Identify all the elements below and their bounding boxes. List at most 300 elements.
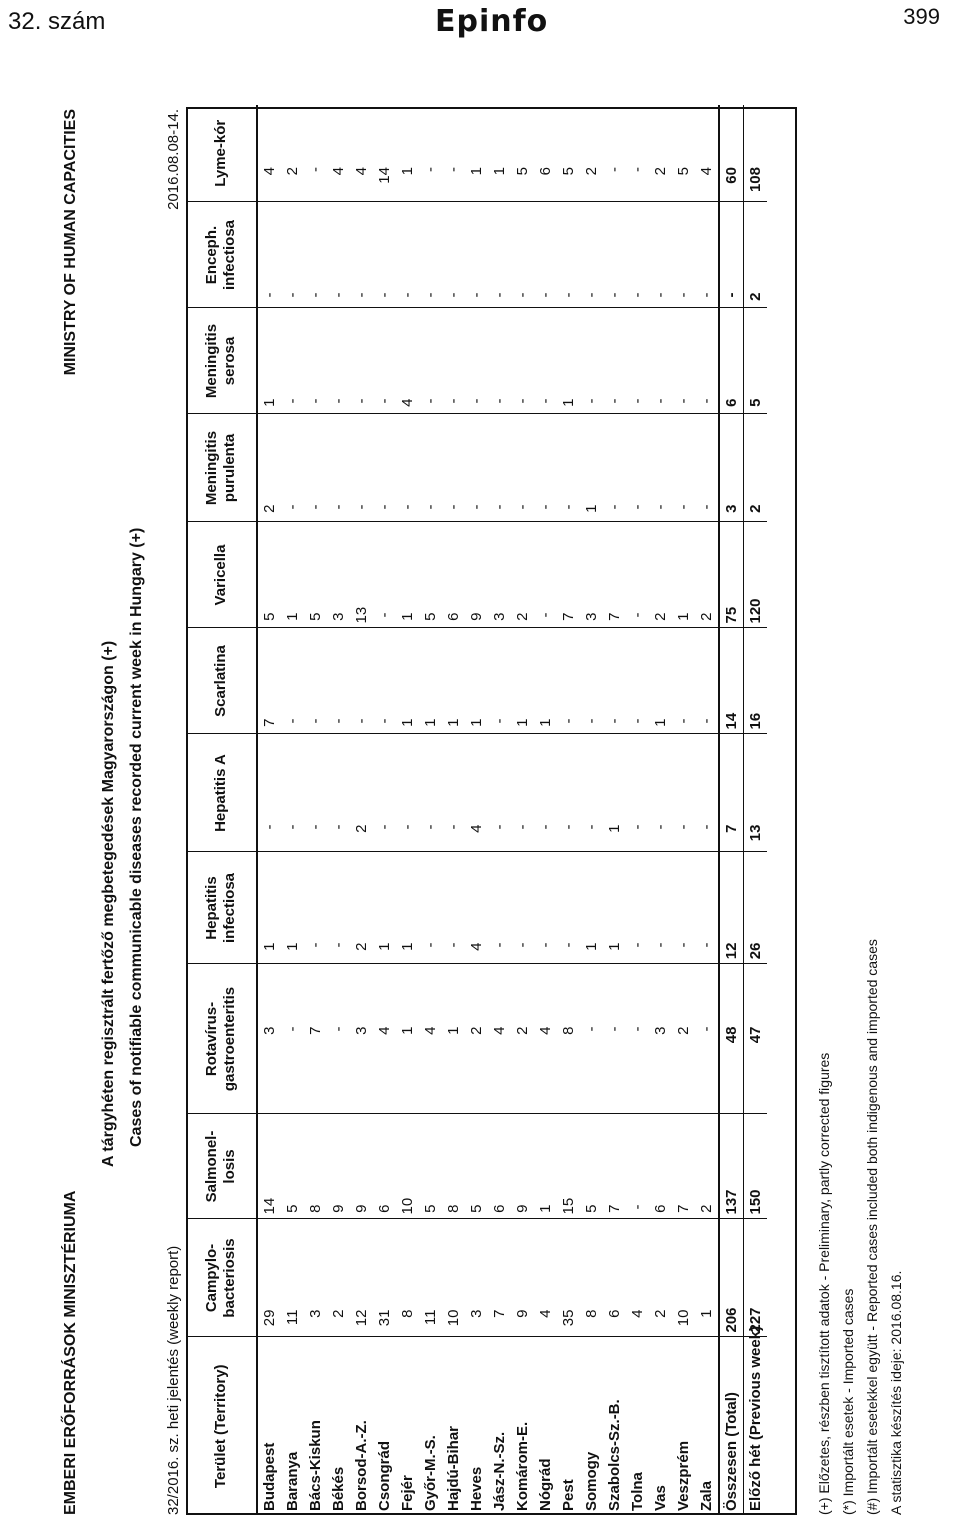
value-cell: - xyxy=(672,202,695,308)
value-cell: - xyxy=(626,522,649,628)
value-cell: - xyxy=(626,308,649,414)
value-cell: - xyxy=(257,734,281,852)
issue-number: 32. szám xyxy=(8,8,106,35)
value-cell: 2 xyxy=(672,964,695,1114)
value-cell: - xyxy=(672,414,695,522)
value-cell: 26 xyxy=(744,852,768,964)
value-cell: - xyxy=(695,628,719,734)
value-cell: 1 xyxy=(281,852,304,964)
value-cell: - xyxy=(603,105,626,202)
value-cell: 7 xyxy=(603,1114,626,1219)
value-cell: - xyxy=(626,628,649,734)
value-cell: - xyxy=(488,852,511,964)
value-cell: 4 xyxy=(257,105,281,202)
value-cell: - xyxy=(373,414,396,522)
value-cell: 4 xyxy=(534,1219,557,1337)
territory-cell: Somogy xyxy=(583,1451,600,1511)
value-cell: 1 xyxy=(419,628,442,734)
table-row xyxy=(649,105,672,1515)
value-cell: 2 xyxy=(649,522,672,628)
value-cell: - xyxy=(603,414,626,522)
value-cell: - xyxy=(626,852,649,964)
territory-cell: Szabolcs-Sz.-B. xyxy=(606,1399,623,1511)
value-cell: - xyxy=(327,964,350,1114)
value-cell: 8 xyxy=(304,1114,327,1219)
value-cell: 31 xyxy=(373,1219,396,1337)
value-cell: - xyxy=(281,628,304,734)
value-cell: - xyxy=(419,734,442,852)
value-cell: 2 xyxy=(649,1219,672,1337)
value-cell: 3 xyxy=(580,522,603,628)
territory-cell: Békés xyxy=(330,1466,347,1511)
value-cell: - xyxy=(649,734,672,852)
value-cell: - xyxy=(695,964,719,1114)
value-cell: - xyxy=(304,202,327,308)
value-cell: - xyxy=(350,628,373,734)
value-cell: 5 xyxy=(672,105,695,202)
value-cell: 1 xyxy=(465,628,488,734)
territory-cell: Fejér xyxy=(399,1475,416,1511)
column-header: Rotavírus-gastroenteritis xyxy=(186,964,257,1114)
territory-cell: Hajdú-Bihar xyxy=(445,1425,462,1511)
territory-cell: Vas xyxy=(652,1485,669,1511)
value-cell: 1 xyxy=(442,628,465,734)
value-cell: 5 xyxy=(465,1114,488,1219)
table-row xyxy=(534,105,557,1515)
value-cell: - xyxy=(511,202,534,308)
value-cell: 1 xyxy=(396,522,419,628)
value-cell: 2 xyxy=(649,105,672,202)
value-cell: - xyxy=(327,414,350,522)
column-header: Lyme-kór xyxy=(186,105,257,202)
table-row xyxy=(373,105,396,1515)
value-cell: 150 xyxy=(744,1114,768,1219)
column-header: Meningitis purulenta xyxy=(186,414,257,522)
territory-cell: Heves xyxy=(468,1466,485,1511)
value-cell: 2 xyxy=(327,1219,350,1337)
footnotes xyxy=(812,939,908,1515)
value-cell: 1 xyxy=(603,734,626,852)
value-cell: - xyxy=(511,734,534,852)
value-cell: 11 xyxy=(281,1219,304,1337)
value-cell: 6 xyxy=(534,105,557,202)
value-cell: 5 xyxy=(580,1114,603,1219)
value-cell: 2 xyxy=(695,522,719,628)
value-cell: - xyxy=(396,734,419,852)
value-cell: - xyxy=(649,308,672,414)
value-cell: - xyxy=(557,628,580,734)
value-cell: 1 xyxy=(557,308,580,414)
value-cell: - xyxy=(419,852,442,964)
value-cell: - xyxy=(373,734,396,852)
ministry-name-en: MINISTRY OF HUMAN CAPACITIES xyxy=(62,109,79,376)
value-cell: 1 xyxy=(603,852,626,964)
value-cell: - xyxy=(580,308,603,414)
value-cell: - xyxy=(350,414,373,522)
column-header: Campylo-bacteriosis xyxy=(186,1219,257,1337)
column-header: Hepatitis infectiosa xyxy=(186,852,257,964)
value-cell: 2 xyxy=(511,964,534,1114)
footnote: A statisztika készítés ideje: 2016.08.16. xyxy=(888,1270,904,1515)
value-cell: - xyxy=(488,734,511,852)
value-cell: - xyxy=(442,105,465,202)
report-title-en: Cases of notifiable communicable diseases recorded current week in Hungary (+) xyxy=(128,527,145,1147)
value-cell: - xyxy=(672,734,695,852)
value-cell: - xyxy=(442,202,465,308)
value-cell: - xyxy=(327,628,350,734)
value-cell: 3 xyxy=(257,964,281,1114)
value-cell: - xyxy=(603,202,626,308)
value-cell: 47 xyxy=(744,964,768,1114)
value-cell: 14 xyxy=(719,628,744,734)
value-cell: - xyxy=(695,734,719,852)
value-cell: 10 xyxy=(672,1219,695,1337)
value-cell: - xyxy=(373,308,396,414)
table-body xyxy=(257,105,767,1515)
value-cell: 6 xyxy=(719,308,744,414)
value-cell: - xyxy=(511,308,534,414)
value-cell: 11 xyxy=(419,1219,442,1337)
territory-cell: Győr-M.-S. xyxy=(422,1435,439,1511)
value-cell: - xyxy=(350,308,373,414)
value-cell: - xyxy=(580,628,603,734)
value-cell: 16 xyxy=(744,628,768,734)
value-cell: - xyxy=(327,852,350,964)
value-cell: - xyxy=(557,734,580,852)
weekly-report xyxy=(0,87,904,1527)
value-cell: 10 xyxy=(396,1114,419,1219)
value-cell: 7 xyxy=(488,1219,511,1337)
value-cell: - xyxy=(419,202,442,308)
value-cell: - xyxy=(304,852,327,964)
value-cell: - xyxy=(672,852,695,964)
value-cell: 4 xyxy=(534,964,557,1114)
value-cell: 7 xyxy=(557,522,580,628)
table-row xyxy=(257,105,281,1515)
value-cell: - xyxy=(649,414,672,522)
value-cell: - xyxy=(257,202,281,308)
value-cell: - xyxy=(626,1114,649,1219)
territory-cell: Előző hét (Previous week) xyxy=(744,1337,768,1515)
value-cell: 2 xyxy=(350,852,373,964)
value-cell: 12 xyxy=(719,852,744,964)
value-cell: 1 xyxy=(511,628,534,734)
value-cell: - xyxy=(442,852,465,964)
territory-cell: Bács-Kiskun xyxy=(307,1420,324,1511)
value-cell: 48 xyxy=(719,964,744,1114)
value-cell: 5 xyxy=(419,522,442,628)
value-cell: 2 xyxy=(350,734,373,852)
value-cell: - xyxy=(281,308,304,414)
value-cell: - xyxy=(649,852,672,964)
value-cell: 5 xyxy=(257,522,281,628)
value-cell: - xyxy=(557,202,580,308)
table-row xyxy=(580,105,603,1515)
table-row xyxy=(304,105,327,1515)
value-cell: 1 xyxy=(672,522,695,628)
value-cell: 8 xyxy=(557,964,580,1114)
value-cell: - xyxy=(626,964,649,1114)
value-cell: - xyxy=(373,202,396,308)
territory-cell: Zala xyxy=(698,1480,715,1511)
table-row xyxy=(281,105,304,1515)
value-cell: 3 xyxy=(649,964,672,1114)
territory-cell: Budapest xyxy=(261,1442,278,1511)
value-cell: - xyxy=(350,202,373,308)
report-date: 2016.08.08-14. xyxy=(165,109,182,210)
value-cell: 7 xyxy=(257,628,281,734)
value-cell: 7 xyxy=(304,964,327,1114)
value-cell: - xyxy=(465,308,488,414)
value-cell: 8 xyxy=(442,1114,465,1219)
value-cell: 75 xyxy=(719,522,744,628)
value-cell: - xyxy=(304,628,327,734)
value-cell: - xyxy=(281,734,304,852)
value-cell: - xyxy=(327,734,350,852)
value-cell: 1 xyxy=(580,414,603,522)
value-cell: - xyxy=(580,202,603,308)
value-cell: 108 xyxy=(744,105,768,202)
value-cell: 3 xyxy=(719,414,744,522)
value-cell: 1 xyxy=(373,852,396,964)
column-header: Meningitis serosa xyxy=(186,308,257,414)
value-cell: 5 xyxy=(557,105,580,202)
page-number: 399 xyxy=(903,4,940,29)
territory-cell: Baranya xyxy=(284,1451,301,1511)
value-cell: 3 xyxy=(304,1219,327,1337)
value-cell: 4 xyxy=(373,964,396,1114)
value-cell: 1 xyxy=(580,852,603,964)
value-cell: 4 xyxy=(396,308,419,414)
column-header: Enceph. infectiosa xyxy=(186,202,257,308)
value-cell: 3 xyxy=(350,964,373,1114)
column-header: Hepatitis A xyxy=(186,734,257,852)
value-cell: 3 xyxy=(465,1219,488,1337)
value-cell: - xyxy=(304,734,327,852)
value-cell: 3 xyxy=(488,522,511,628)
value-cell: - xyxy=(419,308,442,414)
table-row xyxy=(603,105,626,1515)
value-cell: - xyxy=(603,964,626,1114)
value-cell: 9 xyxy=(350,1114,373,1219)
value-cell: 9 xyxy=(465,522,488,628)
value-cell: 15 xyxy=(557,1114,580,1219)
value-cell: 5 xyxy=(419,1114,442,1219)
value-cell: - xyxy=(511,852,534,964)
value-cell: - xyxy=(327,202,350,308)
cases-table xyxy=(186,105,767,1515)
value-cell: 1 xyxy=(396,105,419,202)
column-header: Scarlatina xyxy=(186,628,257,734)
value-cell: - xyxy=(580,964,603,1114)
value-cell: - xyxy=(442,734,465,852)
value-cell: 2 xyxy=(257,414,281,522)
value-cell: 4 xyxy=(488,964,511,1114)
value-cell: 7 xyxy=(672,1114,695,1219)
value-cell: - xyxy=(580,734,603,852)
value-cell: 4 xyxy=(465,734,488,852)
report-title-hu: A tárgyhéten regisztrált fertőző megbetegedések Magyarországon (+) xyxy=(100,640,117,1167)
value-cell: - xyxy=(488,308,511,414)
value-cell: 5 xyxy=(744,308,768,414)
table-row xyxy=(744,105,768,1515)
value-cell: 2 xyxy=(580,105,603,202)
value-cell: - xyxy=(327,308,350,414)
epinfo-logo: Epinfo xyxy=(435,4,549,39)
value-cell: 9 xyxy=(327,1114,350,1219)
ministry-name-hu: EMBERI ERŐFORRÁSOK MINISZTÉRIUMA xyxy=(62,1190,79,1515)
value-cell: - xyxy=(534,734,557,852)
territory-cell: Borsod-A.-Z. xyxy=(353,1420,370,1511)
value-cell: - xyxy=(626,734,649,852)
value-cell: 13 xyxy=(744,734,768,852)
value-cell: 2 xyxy=(744,414,768,522)
value-cell: 14 xyxy=(373,105,396,202)
table-row xyxy=(419,105,442,1515)
value-cell: 4 xyxy=(350,105,373,202)
value-cell: - xyxy=(304,105,327,202)
value-cell: 5 xyxy=(281,1114,304,1219)
value-cell: - xyxy=(488,202,511,308)
value-cell: 2 xyxy=(695,1114,719,1219)
value-cell: - xyxy=(695,202,719,308)
value-cell: - xyxy=(304,308,327,414)
footnote: (#) Importált esetekkel együtt - Reported cases included both indigenous and imported cases xyxy=(864,939,880,1515)
value-cell: - xyxy=(373,522,396,628)
value-cell: 2 xyxy=(281,105,304,202)
table-row xyxy=(350,105,373,1515)
column-header: Salmonel-losis xyxy=(186,1114,257,1219)
territory-cell: Veszprém xyxy=(675,1440,692,1511)
value-cell: 137 xyxy=(719,1114,744,1219)
value-cell: - xyxy=(511,414,534,522)
table-row xyxy=(672,105,695,1515)
table-header xyxy=(186,105,257,1515)
value-cell: - xyxy=(557,852,580,964)
value-cell: 227 xyxy=(744,1219,768,1337)
value-cell: 5 xyxy=(304,522,327,628)
value-cell: - xyxy=(396,414,419,522)
value-cell: 2 xyxy=(511,522,534,628)
table-row xyxy=(695,105,719,1515)
value-cell: - xyxy=(603,308,626,414)
value-cell: 1 xyxy=(257,308,281,414)
value-cell: 1 xyxy=(442,964,465,1114)
value-cell: 2 xyxy=(465,964,488,1114)
value-cell: 1 xyxy=(649,628,672,734)
value-cell: 60 xyxy=(719,105,744,202)
value-cell: 9 xyxy=(511,1114,534,1219)
value-cell: 1 xyxy=(281,522,304,628)
value-cell: 4 xyxy=(465,852,488,964)
value-cell: - xyxy=(672,628,695,734)
value-cell: - xyxy=(442,308,465,414)
value-cell: 2 xyxy=(744,202,768,308)
value-cell: 1 xyxy=(396,964,419,1114)
value-cell: 6 xyxy=(442,522,465,628)
footnote: (*) Importált esetek - Imported cases xyxy=(840,1288,856,1515)
value-cell: - xyxy=(534,308,557,414)
value-cell: 35 xyxy=(557,1219,580,1337)
value-cell: 1 xyxy=(695,1219,719,1337)
value-cell: - xyxy=(281,964,304,1114)
territory-cell: Összesen (Total) xyxy=(719,1337,744,1515)
value-cell: - xyxy=(649,202,672,308)
value-cell: - xyxy=(534,852,557,964)
value-cell: 1 xyxy=(257,852,281,964)
report-week: 32/2016. sz. heti jelentés (weekly report) xyxy=(165,1245,182,1515)
value-cell: 29 xyxy=(257,1219,281,1337)
table-row xyxy=(719,105,744,1515)
table-row xyxy=(626,105,649,1515)
value-cell: 12 xyxy=(350,1219,373,1337)
value-cell: - xyxy=(695,414,719,522)
value-cell: - xyxy=(465,414,488,522)
value-cell: - xyxy=(373,628,396,734)
value-cell: - xyxy=(534,202,557,308)
value-cell: - xyxy=(626,202,649,308)
value-cell: 14 xyxy=(257,1114,281,1219)
value-cell: - xyxy=(626,105,649,202)
value-cell: 4 xyxy=(327,105,350,202)
value-cell: 1 xyxy=(396,852,419,964)
territory-cell: Komárom-E. xyxy=(514,1421,531,1511)
territory-cell: Csongrád xyxy=(376,1440,393,1511)
territory-cell: Tolna xyxy=(629,1472,646,1511)
value-cell: - xyxy=(281,414,304,522)
value-cell: 1 xyxy=(534,628,557,734)
value-cell: - xyxy=(465,202,488,308)
value-cell: - xyxy=(442,414,465,522)
value-cell: 3 xyxy=(327,522,350,628)
value-cell: 10 xyxy=(442,1219,465,1337)
value-cell: - xyxy=(419,105,442,202)
footnote: (+) Előzetes, részben tisztított adatok - Preliminary, partly corrected figures xyxy=(816,1052,832,1515)
value-cell: 4 xyxy=(419,964,442,1114)
value-cell: 9 xyxy=(511,1219,534,1337)
table-row xyxy=(557,105,580,1515)
value-cell: - xyxy=(695,852,719,964)
territory-cell: Pest xyxy=(560,1479,577,1511)
value-cell: - xyxy=(719,202,744,308)
value-cell: - xyxy=(488,628,511,734)
value-cell: 1 xyxy=(396,628,419,734)
value-cell: 5 xyxy=(511,105,534,202)
page-header xyxy=(0,0,960,50)
value-cell: - xyxy=(626,414,649,522)
table-row xyxy=(465,105,488,1515)
value-cell: - xyxy=(534,522,557,628)
value-cell: 4 xyxy=(695,105,719,202)
column-header: Terület (Territory) xyxy=(186,1337,257,1515)
value-cell: 1 xyxy=(488,105,511,202)
value-cell: 6 xyxy=(649,1114,672,1219)
value-cell: 1 xyxy=(465,105,488,202)
column-header: Varicella xyxy=(186,522,257,628)
value-cell: 7 xyxy=(603,522,626,628)
table-row xyxy=(327,105,350,1515)
value-cell: - xyxy=(557,414,580,522)
table-row xyxy=(511,105,534,1515)
value-cell: 1 xyxy=(534,1114,557,1219)
value-cell: 6 xyxy=(488,1114,511,1219)
value-cell: - xyxy=(396,202,419,308)
value-cell: - xyxy=(603,628,626,734)
value-cell: 8 xyxy=(580,1219,603,1337)
value-cell: 120 xyxy=(744,522,768,628)
value-cell: - xyxy=(695,308,719,414)
value-cell: - xyxy=(672,308,695,414)
